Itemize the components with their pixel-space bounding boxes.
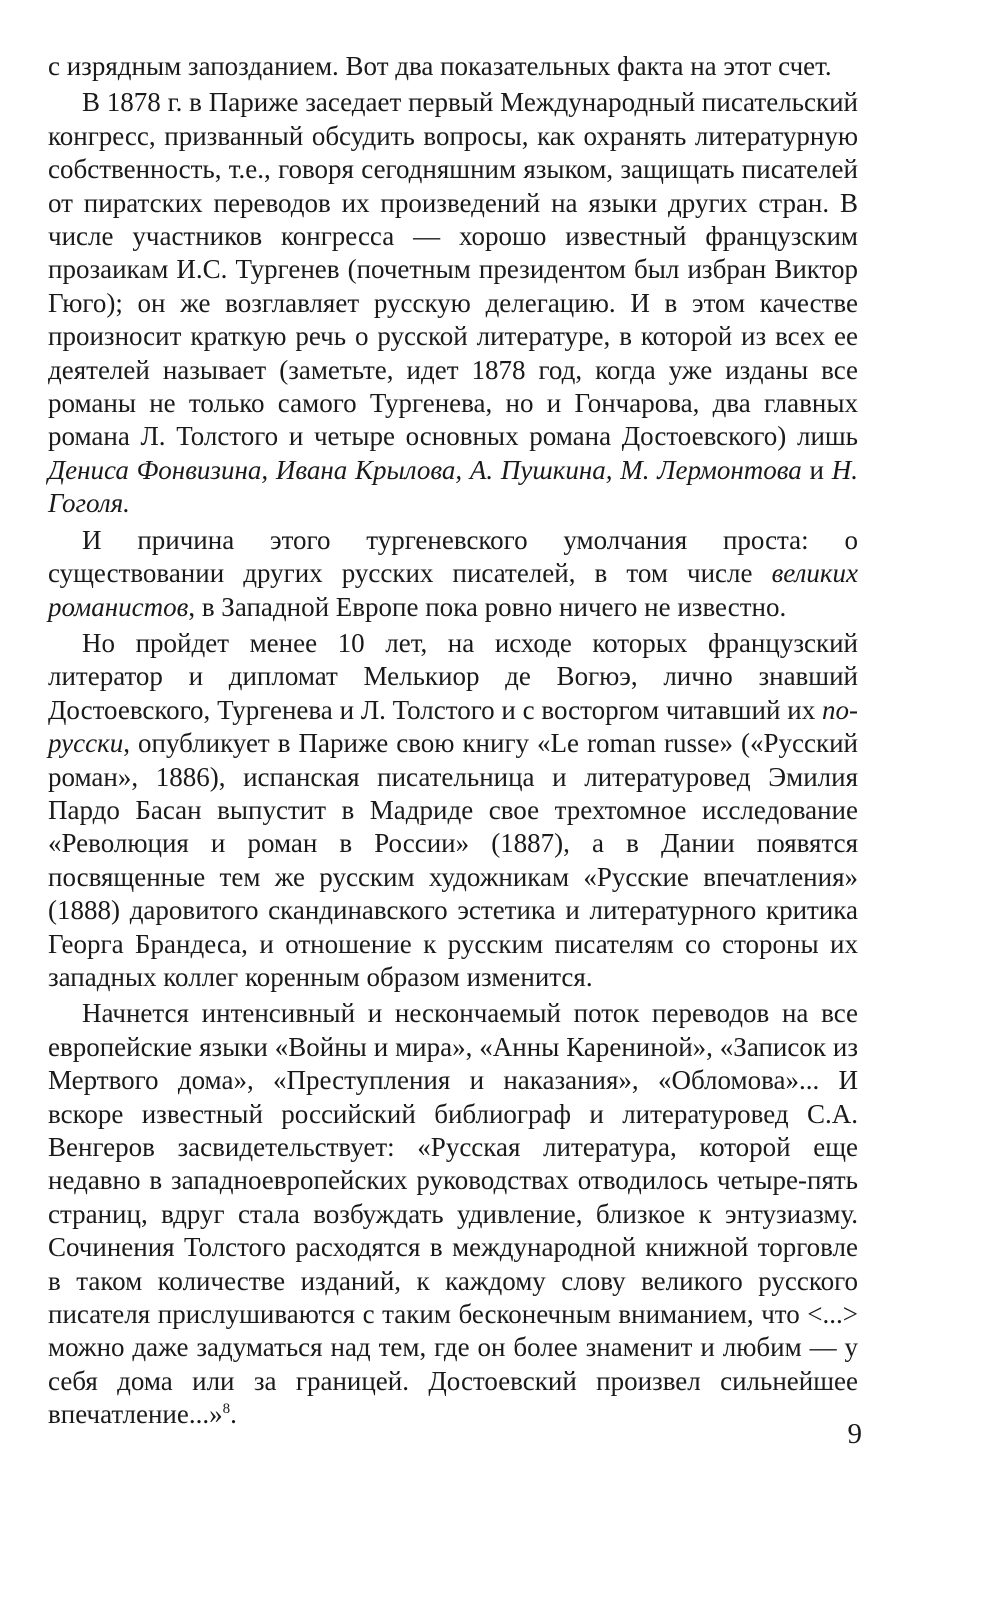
paragraph-text: и <box>801 454 832 485</box>
paragraph-continuation: с изрядным запозданием. Вот два показательных факта на этот счет. <box>48 51 832 81</box>
paragraph-writers-congress <box>48 86 858 520</box>
paragraph-text: Но пройдет менее 10 лет, на исходе которых французский литератор и дипломат Мелькиор де Вогюэ, лично знавший Достоевского, Тургенева и Л. Толстого и с восторгом читавший их <box>48 627 858 725</box>
paragraph-text: Начнется интенсивный и нескончаемый поток переводов на все европейские языки «Войны и мира», «Анны Карениной», «Записок из Мертвого дома», «Преступления и наказания», «Обломова»... И вскоре известный российский библиограф и литературовед С.А. Венгеров засвидетельствует: «Русская литература, которой еще недавно в западноевропейских руководствах отводилось четыре-пять страниц, вдруг стала возбуждать удивление, близкое к энтузиазму. Сочинения Толстого расходятся в международной книжной торговле в таком количестве изданий, к каждому слову великого русского писателя прислушиваются с таким бесконечным вниманием, что <...> можно даже задуматься над тем, где он более знаменит и любим — у себя дома или за границей. Достоевский произвел сильнейшее впечатление...» <box>48 998 858 1430</box>
italic-in-russian: по-русски <box>48 694 858 759</box>
italic-great-novelists: великих романистов <box>48 558 858 622</box>
paragraph-text: И причина этого тургеневского умолчания проста: о существовании других русских писателей, в том числе <box>48 524 858 589</box>
italic-gogol: Н. Гоголя. <box>48 454 859 519</box>
page-body <box>48 50 858 1432</box>
page-number: 9 <box>847 1418 862 1450</box>
paragraph-turgenev-silence <box>48 524 858 624</box>
italic-writers-list: Дениса Фонвизина, Ивана Крылова, А. Пушкина, М. Лермонтова <box>48 454 802 485</box>
paragraph-text: , опубликует в Париже свою книгу «Le roman russe» («Русский роман», 1886), испанская писательница и литературовед Эмилия Пардо Басан выпустит в Мадриде свое трехтомное исследование «Революция и роман в России» (1887), а в Дании появятся посвященные тем же русским художникам «Русские впечатления» (1888) даровитого скандинавского эстетика и литературного критика Георга Брандеса, и отношение к русским писателям со стороны их западных коллег коренным образом изменится. <box>48 728 858 992</box>
footnote-marker[interactable]: 8 <box>222 1401 231 1418</box>
paragraph-text: , в Западной Европе пока ровно ничего не известно. <box>188 591 787 622</box>
paragraph-vogue <box>48 627 858 994</box>
paragraph-text: В 1878 г. в Париже заседает первый Международный писательский конгресс, призванный обсудить вопросы, как охранять литературную собственность, т.е., говоря сегодняшним языком, защищать писателей от пиратских переводов их произведений на языки других стран. В числе участников конгресса — хорошо известный французским прозаикам И.С. Тургенев (почетным президентом был избран Виктор Гюго); он же возглавляет русскую делегацию. И в этом качестве произносит краткую речь о русской литературе, в которой из всех ее деятелей называет (заметьте, идет 1878 год, когда уже изданы все романы не только самого Тургенева, но и Гончарова, два главных романа Л. Толстого и четыре основных романа Достоевского) лишь <box>48 87 858 452</box>
paragraph-translations <box>48 997 858 1431</box>
paragraph-end: . <box>230 1399 237 1430</box>
